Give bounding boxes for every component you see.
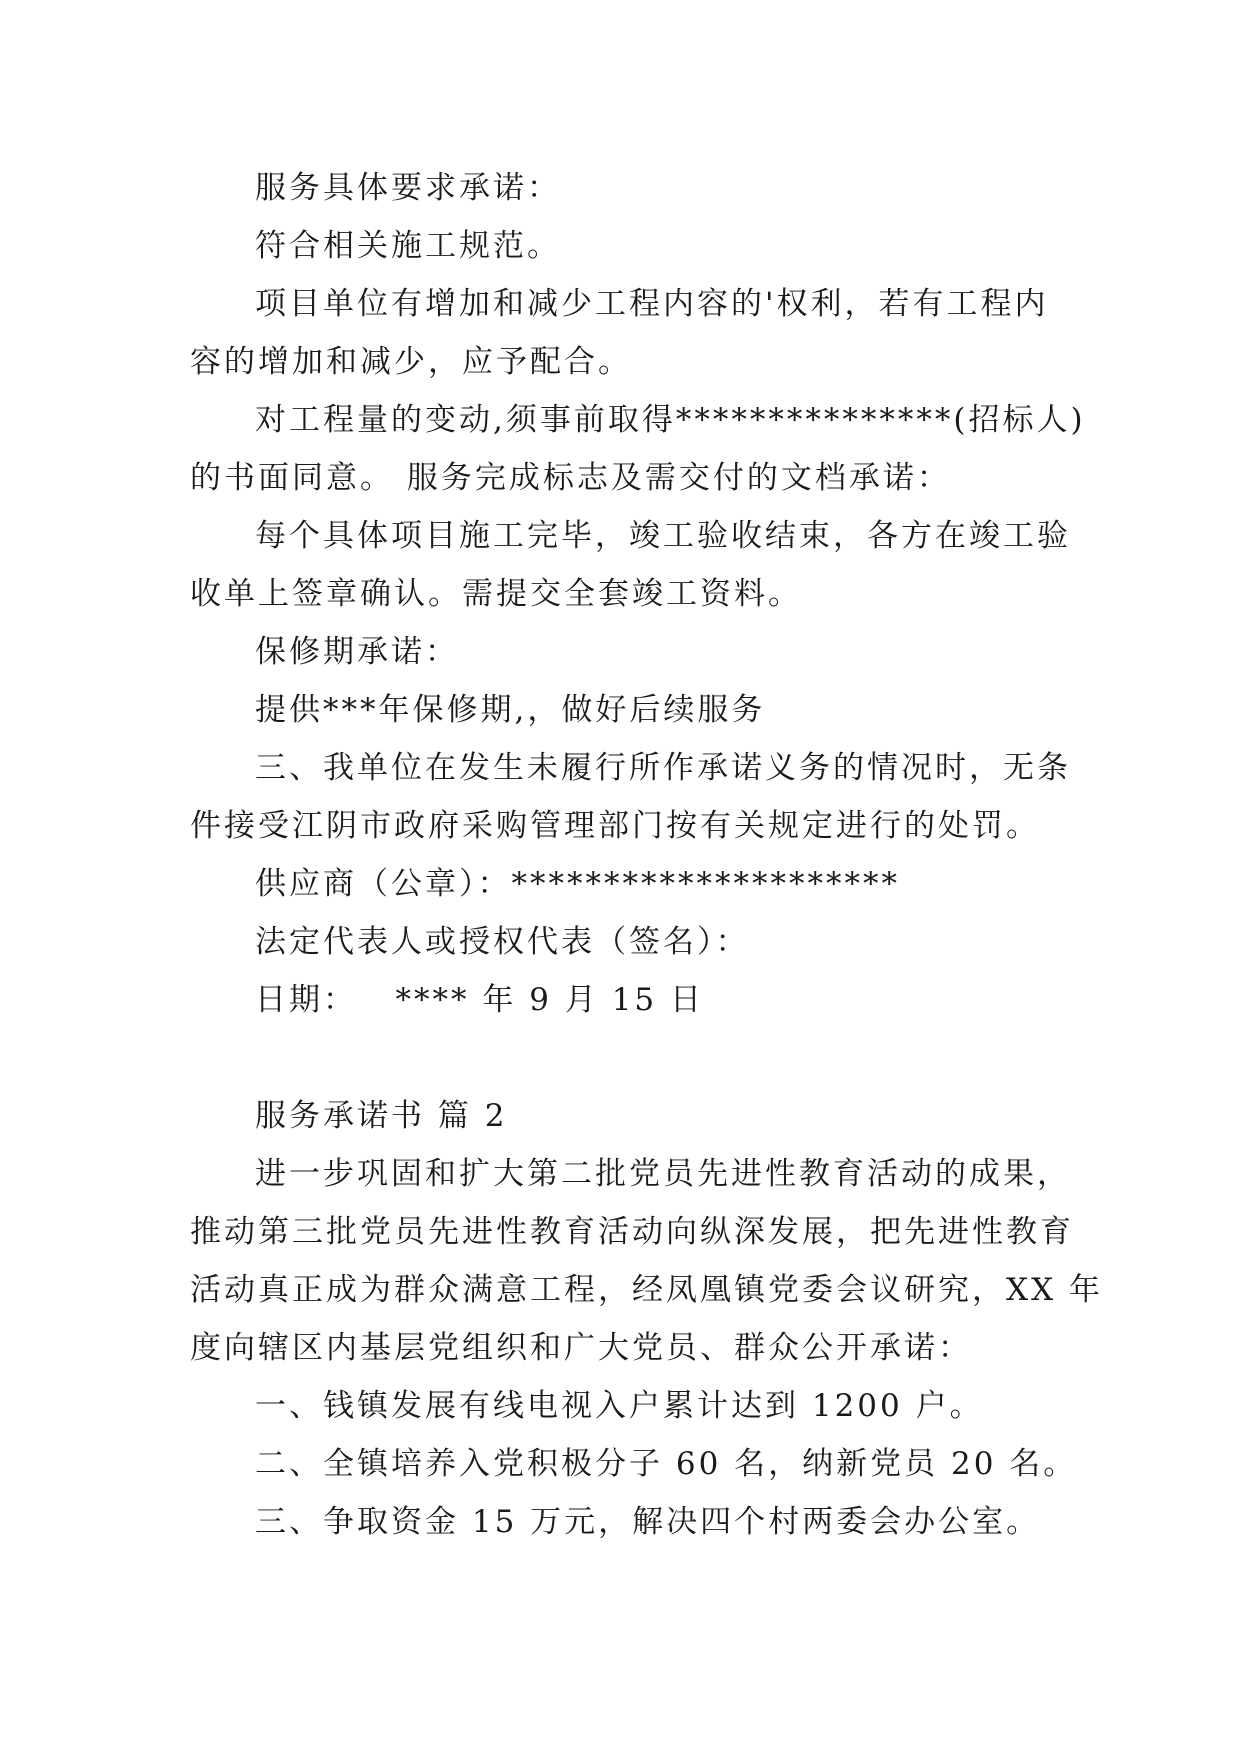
text-line: 的书面同意。 服务完成标志及需交付的文档承诺：: [190, 460, 951, 496]
section-heading: 服务承诺书 篇 2: [255, 1098, 508, 1134]
signature-date-line: 日期： **** 年 9 月 15 日: [255, 982, 705, 1018]
text-line: 度向辖区内基层党组织和广大党员、群众公开承诺：: [190, 1330, 972, 1366]
text-line: 件接受江阴市政府采购管理部门按有关规定进行的处罚。: [190, 808, 1040, 844]
text-line: 每个具体项目施工完毕，竣工验收结束，各方在竣工验: [255, 518, 1071, 554]
text-line: 保修期承诺：: [255, 634, 459, 670]
text-line: 提供***年保修期,，做好后续服务: [255, 692, 766, 728]
list-item: 二、全镇培养入党积极分子 60 名，纳新党员 20 名。: [255, 1446, 1078, 1482]
text-line: 收单上签章确认。需提交全套竣工资料。: [190, 576, 802, 612]
signature-representative-line: 法定代表人或授权代表（签名）：: [255, 924, 750, 960]
text-line: 进一步巩固和扩大第二批党员先进性教育活动的成果，: [255, 1156, 1071, 1192]
text-line: 活动真正成为群众满意工程，经凤凰镇党委会议研究，XX 年: [190, 1272, 1103, 1308]
text-line: 项目单位有增加和减少工程内容的'权利，若有工程内: [255, 286, 1049, 322]
list-item: 三、争取资金 15 万元，解决四个村两委会办公室。: [255, 1504, 1041, 1540]
text-line: 容的增加和减少，应予配合。: [190, 344, 632, 380]
text-line: 对工程量的变动,须事前取得***************(招标人): [255, 402, 1086, 438]
signature-supplier-line: 供应商（公章）：*********************: [255, 866, 900, 902]
text-line: 三、我单位在发生未履行所作承诺义务的情况时，无条: [255, 750, 1071, 786]
list-item: 一、钱镇发展有线电视入户累计达到 1200 户。: [255, 1388, 984, 1424]
text-line: 服务具体要求承诺：: [255, 170, 561, 206]
text-line: 符合相关施工规范。: [255, 228, 561, 264]
text-line: 推动第三批党员先进性教育活动向纵深发展，把先进性教育: [190, 1214, 1074, 1250]
